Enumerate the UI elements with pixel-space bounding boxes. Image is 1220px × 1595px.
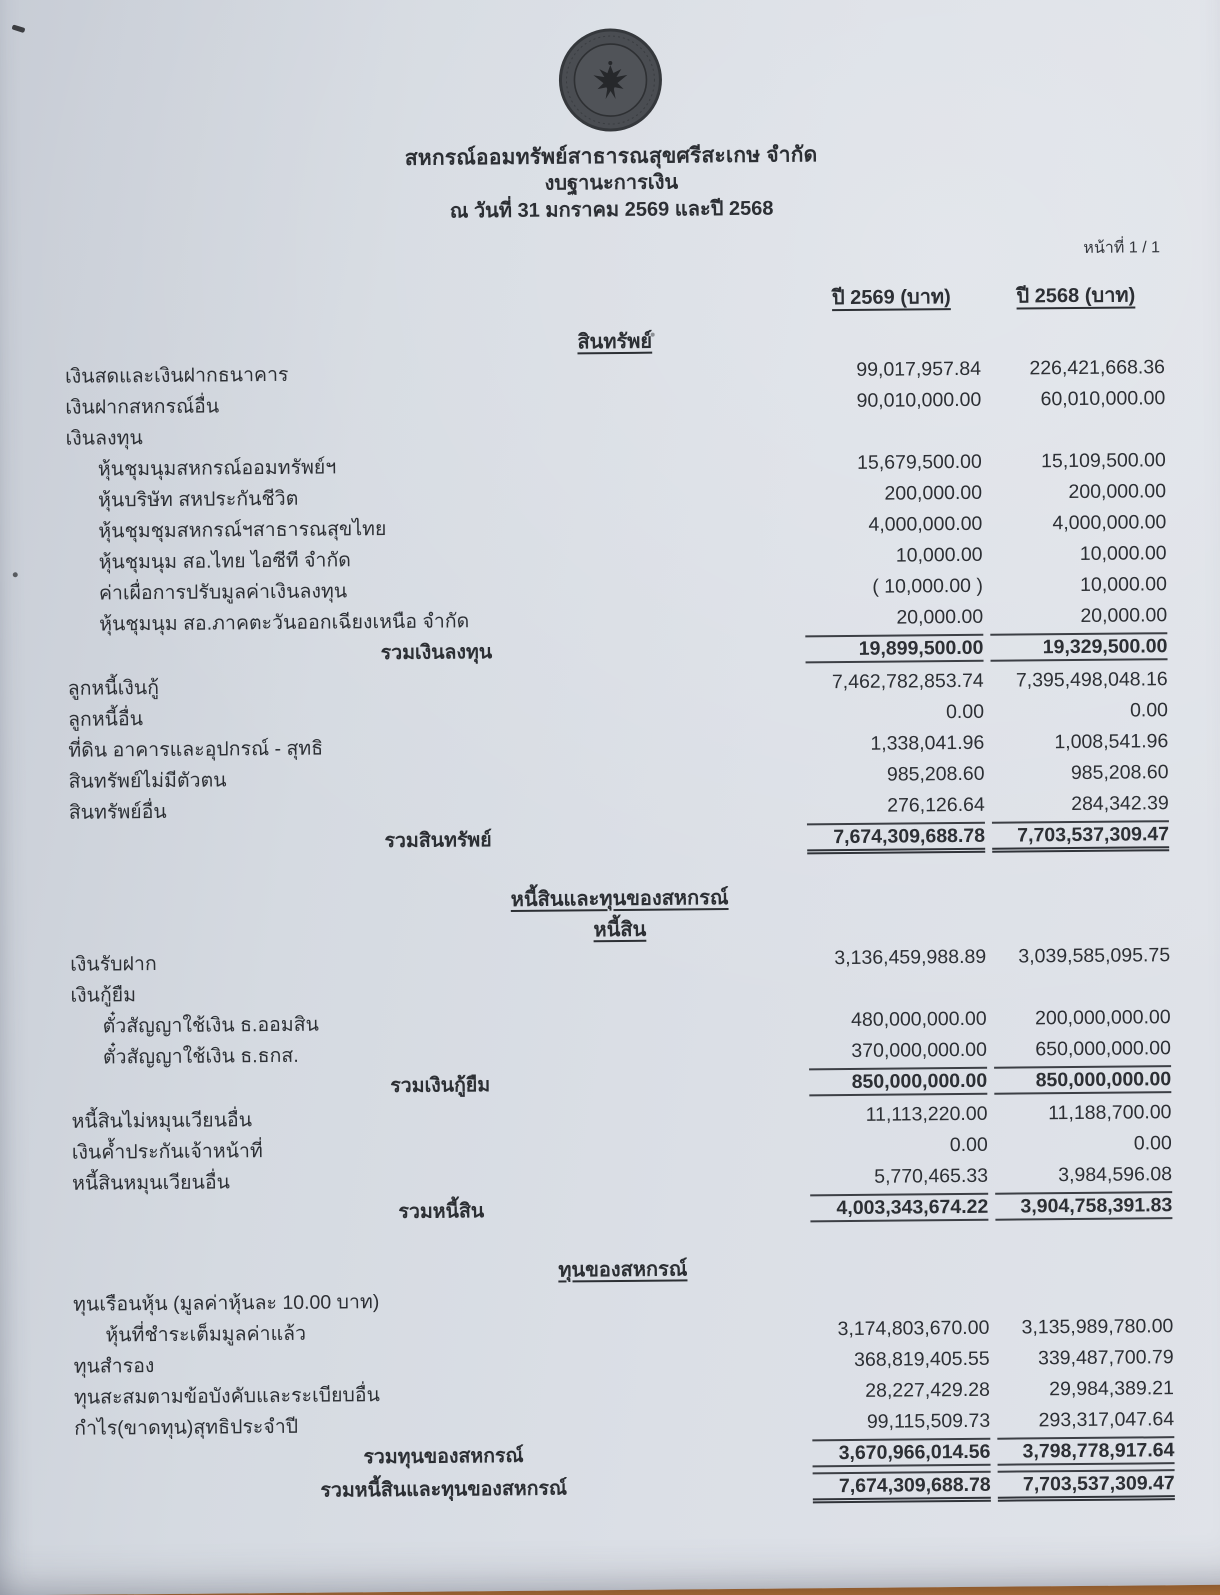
row-label: รวมหนี้สิน (398, 1200, 485, 1223)
amount-2568: 293,317,047.64 (1038, 1408, 1175, 1432)
amount-2569: 90,010,000.00 (856, 388, 982, 412)
amount-2568: 19,329,500.00 (990, 632, 1167, 662)
amount-2568: 3,798,778,917.64 (997, 1436, 1174, 1466)
column-header-year-2568: ปี 2568 (บาท) (1016, 284, 1136, 308)
row-label: ค่าเผื่อการปรับมูลค่าเงินลงทุน (98, 580, 348, 605)
cooperative-seal-icon (557, 27, 664, 134)
row-label: ที่ดิน อาคารและอุปกรณ์ - สุทธิ (68, 737, 324, 762)
amount-2568: 284,342.39 (1071, 792, 1169, 816)
amount-2568: 3,039,585,095.75 (1018, 944, 1171, 968)
row-label: เงินสดและเงินฝากธนาคาร (64, 363, 289, 388)
amount-2569: ( 10,000.00 ) (872, 574, 983, 598)
amount-2569: 7,674,309,688.78 (807, 822, 985, 855)
page-number: หน้าที่ 1 / 1 (1083, 239, 1161, 257)
row-label: รวมสินทรัพย์ (384, 829, 492, 853)
amount-2569: 5,770,465.33 (874, 1164, 989, 1188)
row-label: ทุนสะสมตามข้อบังคับและระเบียบอื่น (73, 1384, 381, 1409)
amount-2568: 850,000,000.00 (994, 1065, 1171, 1095)
column-header-year-2569: ปี 2569 (บาท) (831, 286, 951, 310)
amount-2569: 3,670,966,014.56 (812, 1438, 990, 1468)
row-label: หนี้สินหมุนเวียนอื่น (71, 1171, 231, 1195)
amount-2568 (993, 992, 1170, 994)
amount-2568: 60,010,000.00 (1040, 387, 1166, 411)
amount-2568: 650,000,000.00 (1035, 1037, 1172, 1061)
amount-2568: 200,000.00 (1068, 480, 1167, 504)
document-header (1, 138, 1220, 230)
row-label: หุ้นชุมนุม สอ.ภาคตะวันออกเฉียงเหนือ จำกัด (99, 610, 470, 636)
row-label: ลูกหนี้อื่น (67, 708, 144, 731)
amount-2569: 0.00 (949, 1133, 988, 1157)
amount-2569 (811, 1303, 989, 1305)
amount-2568: 3,135,989,780.00 (1021, 1315, 1174, 1339)
amount-2568: 20,000.00 (1080, 604, 1168, 627)
row-label: เงินลงทุน (65, 427, 143, 450)
label-column-spacer (64, 304, 802, 310)
amount-2569: 0.00 (945, 700, 985, 724)
row-label: เงินฝากสหกรณ์อื่น (65, 395, 220, 419)
amount-2569: 10,000.00 (895, 543, 983, 567)
amount-2569: 1,338,041.96 (870, 731, 985, 755)
row-label: เงินกู้ยืม (70, 984, 137, 1007)
amount-2569: 11,113,220.00 (865, 1102, 988, 1126)
section-heading: ทุนของสหกรณ์ (558, 1258, 688, 1282)
row-label: กำไร(ขาดทุน)สุทธิประจำปี (74, 1415, 299, 1440)
amount-2568: 10,000.00 (1080, 573, 1167, 596)
organization-name: สหกรณ์ออมทรัพย์สาธารณสุขศรีสะเกษ จำกัด (404, 143, 818, 170)
amount-2568 (996, 1301, 1173, 1303)
row-label: หนี้สินไม่หมุนเวียนอื่น (71, 1109, 253, 1133)
section-heading: สินทรัพย์ (577, 330, 653, 354)
document-title: งบฐานะการเงิน (544, 171, 679, 195)
amount-2569: 985,208.60 (886, 762, 985, 786)
amount-2568: 7,395,498,048.16 (1015, 668, 1168, 692)
statement-table (3, 320, 1220, 1511)
statement-date: ณ วันที่ 31 มกราคม 2569 และปี 2568 (449, 197, 774, 223)
row-label: สินทรัพย์ไม่มีตัวตน (68, 769, 227, 793)
amount-2568: 1,008,541.96 (1054, 730, 1169, 754)
row-label: สินทรัพย์อื่น (68, 800, 167, 824)
amount-2569: 200,000.00 (884, 481, 983, 505)
row-label: หุ้นชุมนุม สอ.ไทย ไอซีที จำกัด (98, 549, 352, 574)
amount-2569: 28,227,429.28 (865, 1378, 990, 1402)
amount-2569: 15,679,500.00 (857, 450, 982, 474)
row-label: รวมเงินลงทุน (380, 641, 493, 665)
section-heading: หนี้สินและทุนของสหกรณ์ (510, 887, 729, 911)
row-label: ลูกหนี้เงินกู้ (67, 677, 160, 700)
row-label: รวมหนี้สินและทุนของสหกรณ์ (320, 1477, 568, 1502)
amount-2568: 985,208.60 (1070, 761, 1169, 785)
amount-2568: 15,109,500.00 (1041, 449, 1166, 473)
amount-2569: 850,000,000.00 (809, 1067, 987, 1097)
amount-2568: 200,000,000.00 (1035, 1006, 1171, 1030)
amount-2569 (808, 994, 986, 996)
amount-2568: 3,904,758,391.83 (995, 1191, 1172, 1221)
amount-2569: 99,017,957.84 (856, 357, 982, 381)
amount-2569: 99,115,509.73 (866, 1409, 991, 1433)
amount-2569: 4,000,000.00 (868, 512, 983, 536)
row-label: ทุนสำรอง (73, 1355, 155, 1378)
row-label: หุ้นชุมนุมสหกรณ์ออมทรัพย์ฯ (97, 456, 337, 481)
amount-2568: 4,000,000.00 (1052, 511, 1167, 535)
row-label: ทุนเรือนหุ้น (มูลค่าหุ้นละ 10.00 บาท) (73, 1291, 380, 1316)
amount-2568: 339,487,700.79 (1037, 1346, 1174, 1370)
amount-2568: 0.00 (1129, 699, 1169, 722)
amount-2568: 7,703,537,309.47 (992, 820, 1169, 853)
amount-2569: 480,000,000.00 (851, 1007, 987, 1031)
row-label: รวมเงินกู้ยืม (390, 1074, 491, 1098)
row-label: ตั๋วสัญญาใช้เงิน ธ.ออมสิน (102, 1013, 320, 1038)
amount-2569: 19,899,500.00 (805, 634, 983, 664)
amount-2568: 0.00 (1133, 1132, 1172, 1155)
amount-2569: 368,819,405.55 (853, 1347, 990, 1371)
row-label: หุ้นที่ชำระเต็มมูลค่าแล้ว (105, 1322, 307, 1347)
amount-2569: 7,674,309,688.78 (813, 1471, 991, 1504)
row-label: ตั๋วสัญญาใช้เงิน ธ.ธกส. (102, 1044, 299, 1069)
amount-2568 (989, 435, 1166, 437)
amount-2569 (804, 437, 982, 439)
row-label: หุ้นชุมชุมสหกรณ์ฯสาธารณสุขไทย (98, 518, 387, 543)
row-label: รวมทุนของสหกรณ์ (363, 1444, 524, 1469)
amount-2569: 4,003,343,674.22 (810, 1193, 988, 1223)
amount-2569: 3,136,459,988.89 (834, 945, 987, 970)
row-label: เงินรับฝาก (70, 953, 157, 976)
column-headers (2, 278, 1220, 323)
amount-2568: 11,188,700.00 (1048, 1101, 1172, 1125)
amount-2568: 226,421,668.36 (1029, 356, 1166, 380)
amount-2569: 20,000.00 (896, 605, 984, 629)
amount-2568: 29,984,389.21 (1049, 1377, 1174, 1401)
amount-2568: 10,000.00 (1079, 542, 1167, 565)
section-heading: หนี้สิน (593, 918, 647, 942)
amount-2569: 370,000,000.00 (851, 1038, 988, 1062)
amount-2569: 7,462,782,853.74 (831, 669, 984, 694)
amount-2568: 7,703,537,309.47 (998, 1469, 1175, 1502)
amount-2568: 3,984,596.08 (1058, 1163, 1173, 1187)
row-label: เงินค้ำประกันเจ้าหน้าที่ (71, 1140, 263, 1164)
row-label: หุ้นบริษัท สหประกันชีวิต (98, 487, 299, 512)
amount-2569: 276,126.64 (887, 793, 985, 817)
amount-2569: 3,174,803,670.00 (837, 1316, 990, 1341)
